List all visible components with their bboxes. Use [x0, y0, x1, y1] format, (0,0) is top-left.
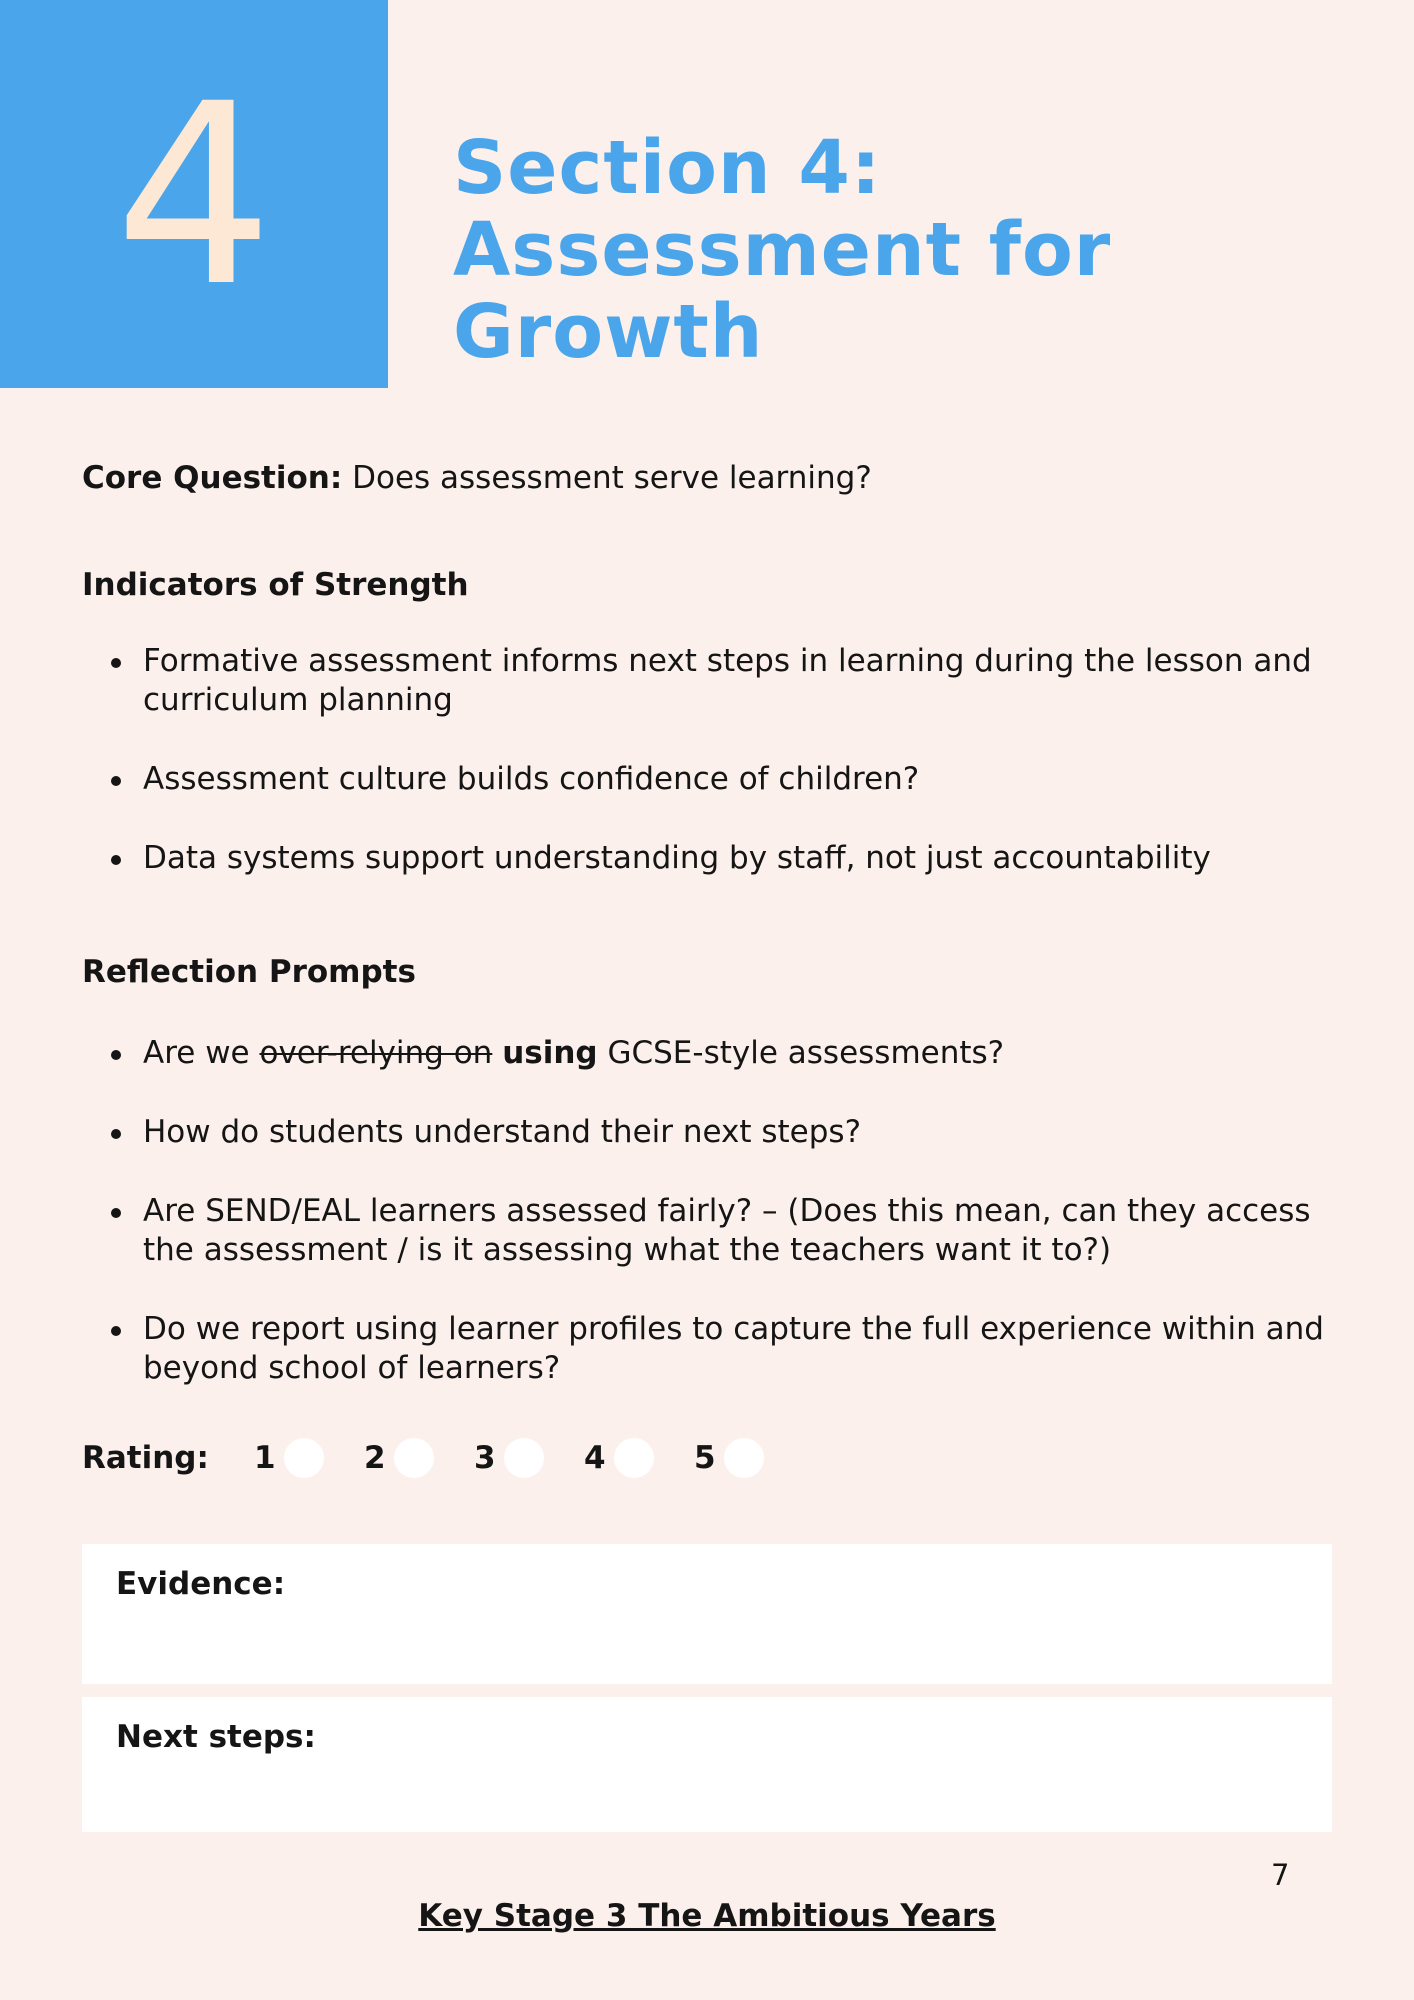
list-item: Formative assessment informs next steps in learning during the lesson and curriculum planning	[108, 642, 1348, 720]
indicators-heading: Indicators of Strength	[82, 567, 469, 603]
section-number: 4	[114, 50, 274, 341]
rating-row	[82, 1438, 804, 1478]
list-item: Assessment culture builds confidence of children?	[108, 760, 1348, 799]
section-title-line: Growth	[453, 289, 764, 375]
evidence-field[interactable]	[82, 1544, 1332, 1684]
rating-value: 3	[474, 1440, 496, 1476]
reflection-list	[108, 1034, 1348, 1388]
inserted-text: using	[502, 1035, 598, 1071]
indicators-list	[108, 642, 1348, 878]
section-title-line: Assessment for	[453, 207, 1112, 293]
list-item	[108, 1034, 1348, 1073]
rating-label: Rating:	[82, 1440, 209, 1476]
struck-text: over-relying on	[259, 1035, 493, 1071]
rating-option-3[interactable]	[474, 1438, 584, 1478]
rating-option-2[interactable]	[364, 1438, 474, 1478]
rating-value: 2	[364, 1440, 386, 1476]
prompt-prefix: Are we	[143, 1035, 260, 1071]
rating-radio[interactable]	[284, 1438, 324, 1478]
evidence-label: Evidence:	[116, 1566, 286, 1602]
core-question-label: Core Question:	[82, 460, 343, 496]
section-title-line: Section 4:	[453, 125, 882, 211]
prompt-suffix: GCSE-style assessments?	[597, 1035, 1005, 1071]
rating-value: 5	[694, 1440, 716, 1476]
section-number-block	[0, 0, 388, 388]
list-item: Are SEND/EAL learners assessed fairly? – (Does this mean, can they access the assessment / is it assessing what the teachers want it to?)	[108, 1192, 1348, 1270]
next-steps-field[interactable]	[82, 1697, 1332, 1832]
section-title	[453, 127, 1111, 373]
core-question-text: Does assessment serve learning?	[352, 460, 872, 496]
rating-radio[interactable]	[614, 1438, 654, 1478]
list-item: Do we report using learner profiles to capture the full experience within and beyond school of learners?	[108, 1310, 1348, 1388]
rating-radio[interactable]	[504, 1438, 544, 1478]
rating-value: 1	[254, 1440, 276, 1476]
rating-radio[interactable]	[724, 1438, 764, 1478]
list-item: Data systems support understanding by staff, not just accountability	[108, 839, 1348, 878]
rating-radio[interactable]	[394, 1438, 434, 1478]
rating-option-1[interactable]	[254, 1438, 364, 1478]
rating-option-5[interactable]	[694, 1438, 804, 1478]
footer-link[interactable]: Key Stage 3 The Ambitious Years	[418, 1898, 996, 1934]
page-number: 7	[1271, 1858, 1290, 1892]
next-steps-label: Next steps:	[116, 1719, 316, 1755]
rating-value: 4	[584, 1440, 606, 1476]
rating-option-4[interactable]	[584, 1438, 694, 1478]
core-question	[82, 460, 872, 496]
reflection-heading: Reflection Prompts	[82, 954, 416, 990]
list-item: How do students understand their next steps?	[108, 1113, 1348, 1152]
